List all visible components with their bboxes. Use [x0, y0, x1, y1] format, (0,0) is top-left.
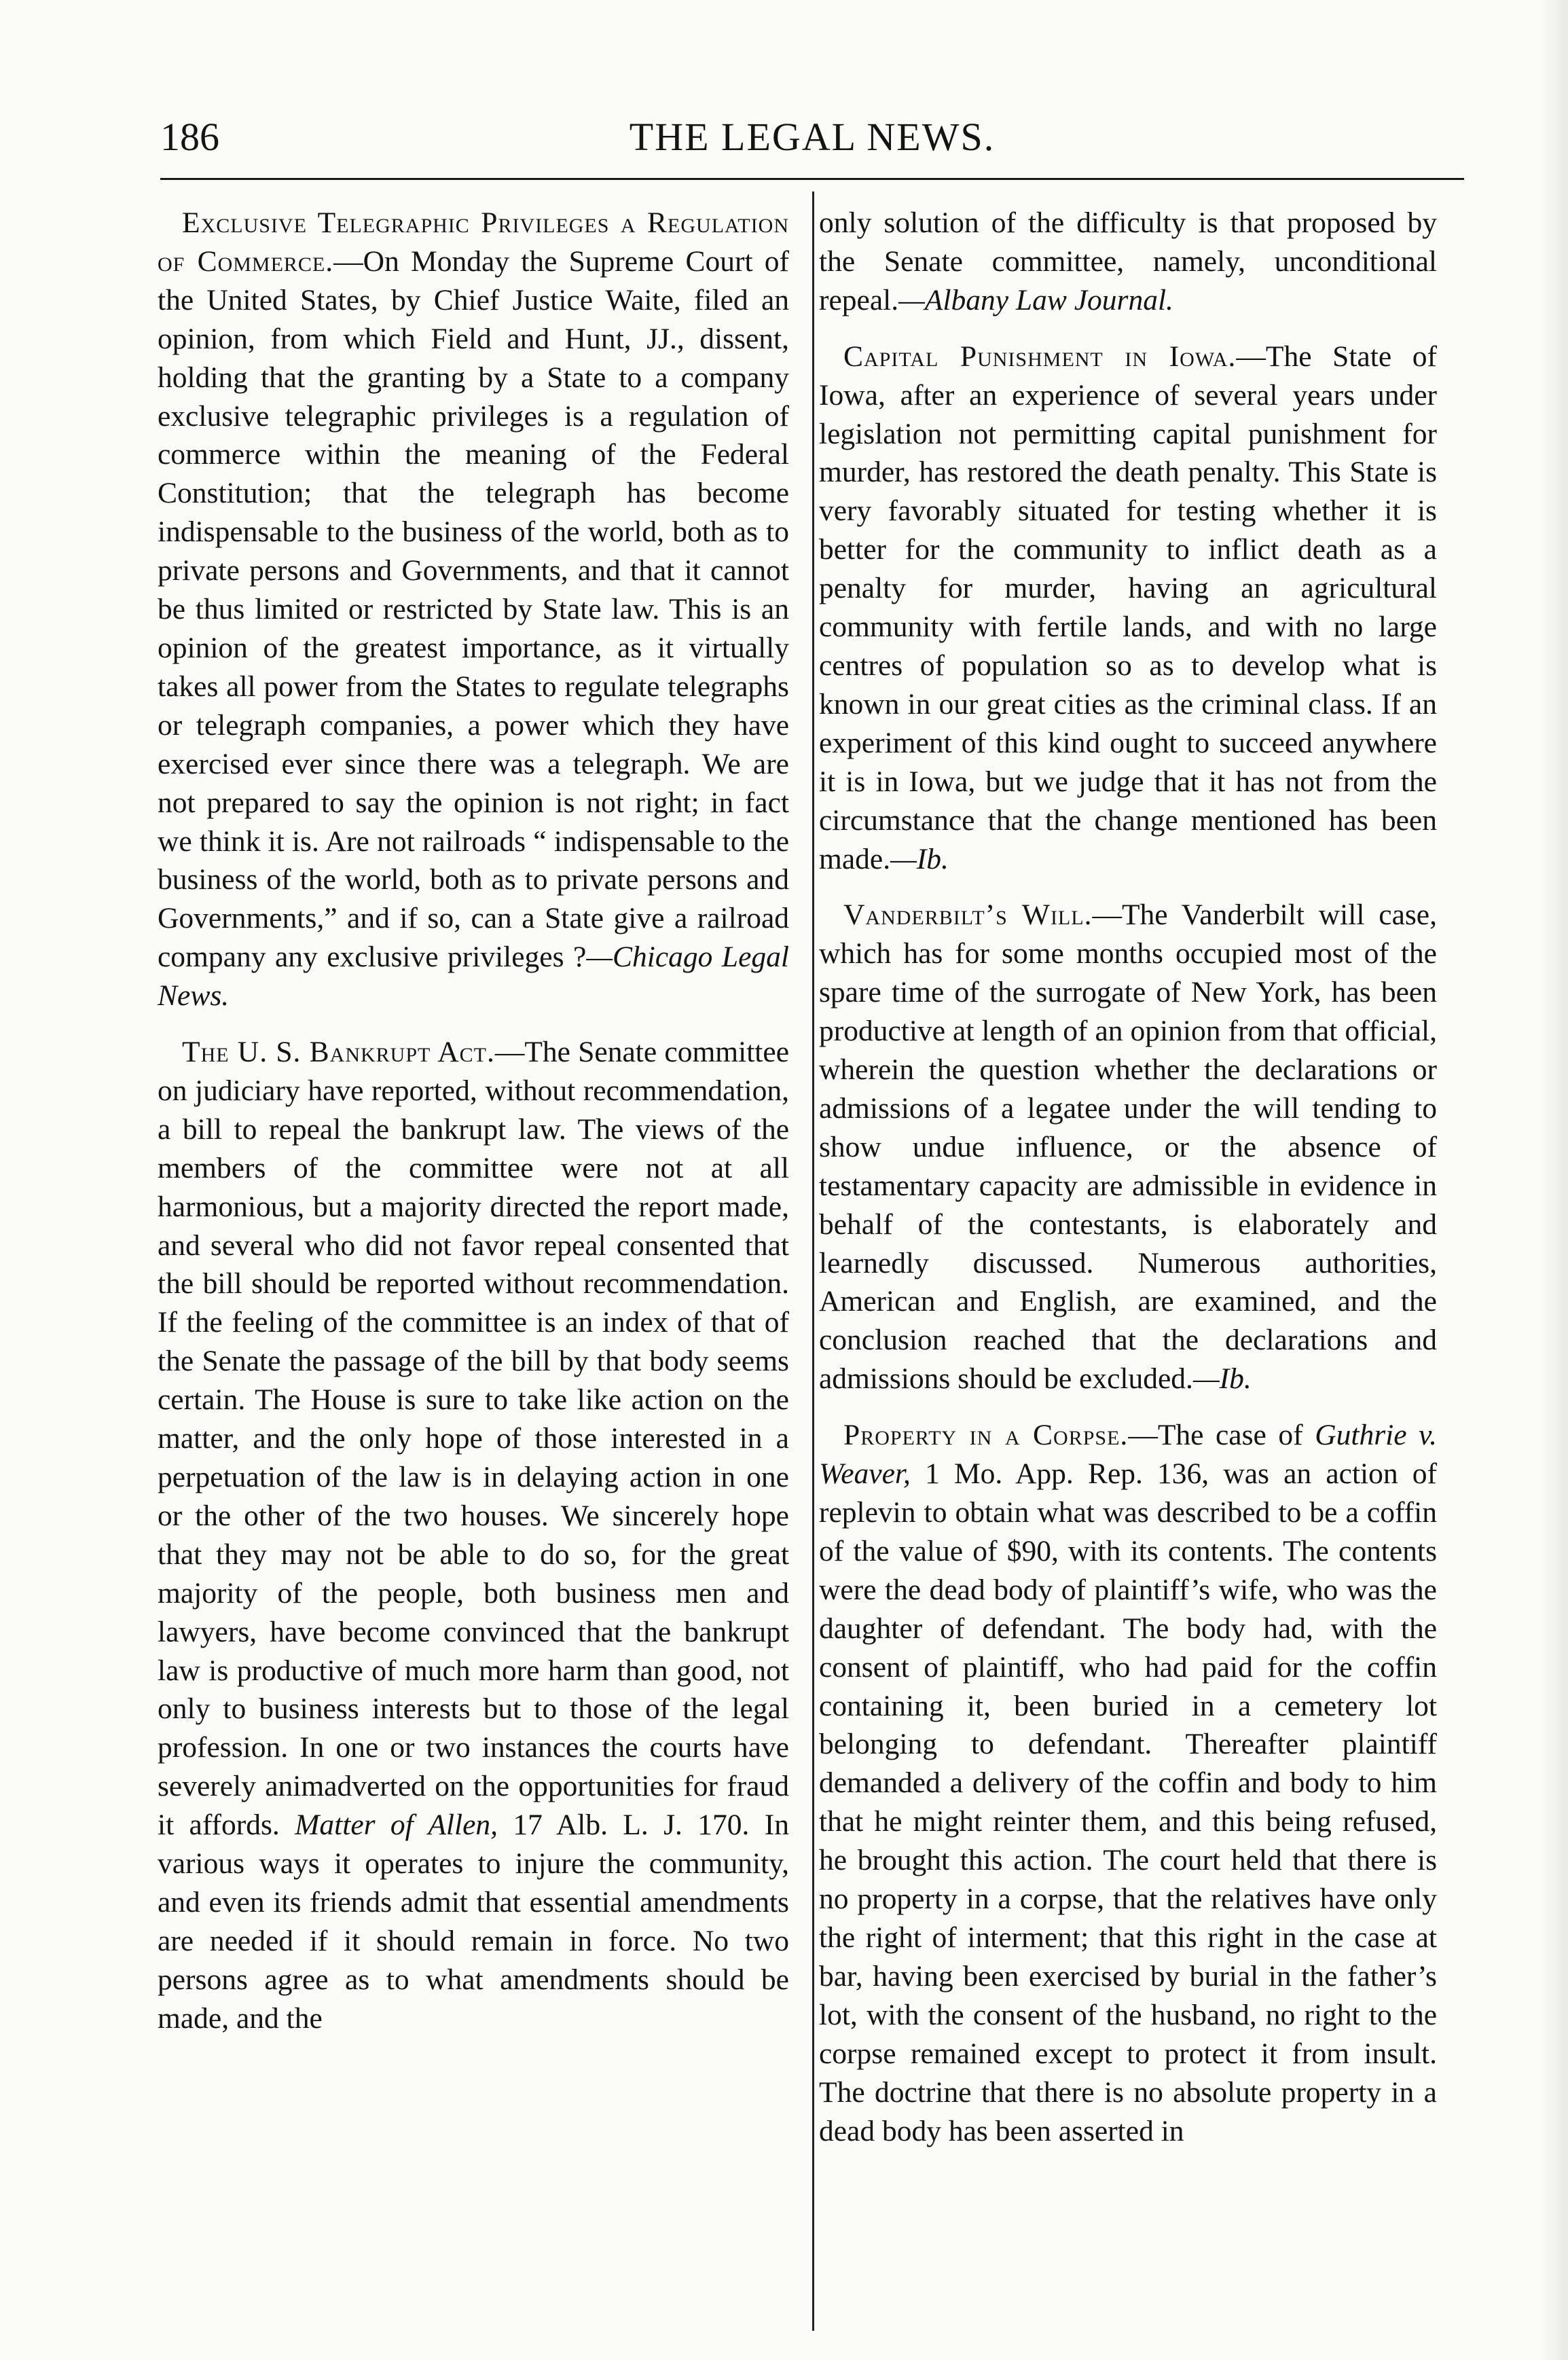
article-body: —The State of Iowa, after an experience of several years under legislation not permitting capital punishment for murder, has restored the death penalty. This State is very favorably situated for testing whether it is better for the community to inflict death as a penalty for murder, having an agricultural community with fertile lands, and with no large centres of population so as to develop what is known in our great cities as the criminal class. If an experiment of this kind ought to succeed anywhere it is in Iowa, but we judge that it has not from the circumstance that the change mentioned has been made. [819, 340, 1437, 875]
article-heading: The U. S. Bankrupt Act. [182, 1036, 495, 1069]
column-divider [812, 192, 814, 2331]
article-heading: Property in a Corpse. [843, 1419, 1129, 1452]
case-name: Guthrie v. Weaver, [819, 1419, 1438, 1491]
article-capital-punishment [819, 338, 1437, 879]
article-heading: Capital Punishment in Iowa. [843, 340, 1237, 373]
article-source: —Albany Law Journal. [898, 283, 1173, 316]
header-rule [160, 178, 1464, 180]
article-body: 1 Mo. App. Rep. 136, was an action of replevin to obtain what was described to be a coffin of the value of $90, with its contents. The contents were the dead body of plaintiff’s wife, who was the daughter of defendant. The body had, with the consent of plaintiff, who had paid for the coffin containing it, been buried in a cemetery lot belonging to defendant. Thereafter plaintiff demanded a delivery of the coffin and body to him that he might reinter them, and this being refused, he brought this action. The court held that there is no property in a corpse, that the relatives have only the right of interment; that this right in the case at bar, having been exercised by burial in the father’s lot, with the consent of the husband, no right to the corpse remained except to protect it from insult. The doctrine that there is no absolute property in a dead body has been asserted in [819, 1457, 1438, 2147]
article-body: only solution of the difficulty is that proposed by the Senate committee, namely, unconditional repeal. [819, 206, 1437, 316]
article-continuation [819, 204, 1437, 320]
article-telegraphic-privileges [158, 204, 789, 1015]
article-source: —Ib. [1192, 1362, 1252, 1396]
article-body: —The Vanderbilt will case, which has for some months occupied most of the spare time of the surrogate of New York, has been productive at length of an opinion from that official, wherein the question whether the declarations or admissions of a legatee under the will tending to show undue influence, or the absence of testamentary capacity are admissible in evidence in behalf of the contestants, is elaborately and learnedly discussed. Numerous authorities, American and English, are examined, and the conclusion reached that the declarations and admissions should be excluded. [819, 898, 1437, 1396]
running-title: THE LEGAL NEWS. [629, 115, 996, 159]
article-body: —The Senate committee on judiciary have reported, without recommendation, a bill to repeal the bankrupt law. The views of the members of the committee were not at all harmonious, but a majority directed the report made, and several who did not favor repeal consented that the bill should be reported without recommendation. If the feeling of the committee is an index of that of the Senate the passage of the bill by that body seems certain. The House is sure to take like action on the matter, and the only hope of those interested in a perpetuation of the law is in delaying action in one or the other of the two houses. We sincerely hope that they may not be able to do so, for the great majority of the people, both business men and lawyers, have become convinced that the bankrupt law is productive of much more harm than good, not only to business interests but to those of the legal profession. In one or two instances the courts have severely animadverted on the opportunities for fraud it affords. [158, 1036, 789, 1842]
page-edge-shadow [1541, 0, 1568, 2360]
left-column [158, 204, 789, 2056]
article-heading: Vanderbilt’s Will. [843, 898, 1093, 932]
article-source: —Chicago Legal News. [158, 941, 790, 1013]
article-body: —On Monday the Supreme Court of the United States, by Chief Justice Waite, filed an opinion, from which Field and Hunt, JJ., dissent, holding that the granting by a State to a company exclusive telegraphic privileges is a regulation of commerce within the meaning of the Federal Constitution; that the telegraph has become indispensable to the business of the world, both as to private persons and Governments, and that it cannot be thus limited or restricted by State law. This is an opinion of the greatest importance, as it virtually takes all power from the States to regulate telegraphs or telegraph companies, a power which they have exercised ever since there was a telegraph. We are not prepared to say the opinion is not right; in fact we think it is. Are not railroads “ indispensable to the business of the world, both as to private persons and Governments,” and if so, can a State give a railroad company any exclusive privileges ? [158, 244, 789, 974]
article-bankrupt-act [158, 1033, 789, 2038]
page-number: 186 [160, 115, 219, 159]
article-body-continued: 17 Alb. L. J. 170. In various ways it operates to injure the community, and even its friends admit that essential amendments are needed if it should remain in force. No two persons agree as to what amendments should be made, and the [158, 1809, 789, 2035]
article-vanderbilt-will [819, 896, 1437, 1398]
article-intro: —The case of [1128, 1419, 1303, 1452]
page-header [160, 114, 1464, 168]
case-citation: Matter of Allen, [295, 1809, 498, 1842]
article-source: —Ib. [890, 842, 949, 875]
article-property-in-corpse [819, 1416, 1437, 2150]
article-heading: Exclusive Telegraphic Privileges a Regulation of Commerce. [158, 206, 789, 278]
right-column [819, 204, 1437, 2168]
